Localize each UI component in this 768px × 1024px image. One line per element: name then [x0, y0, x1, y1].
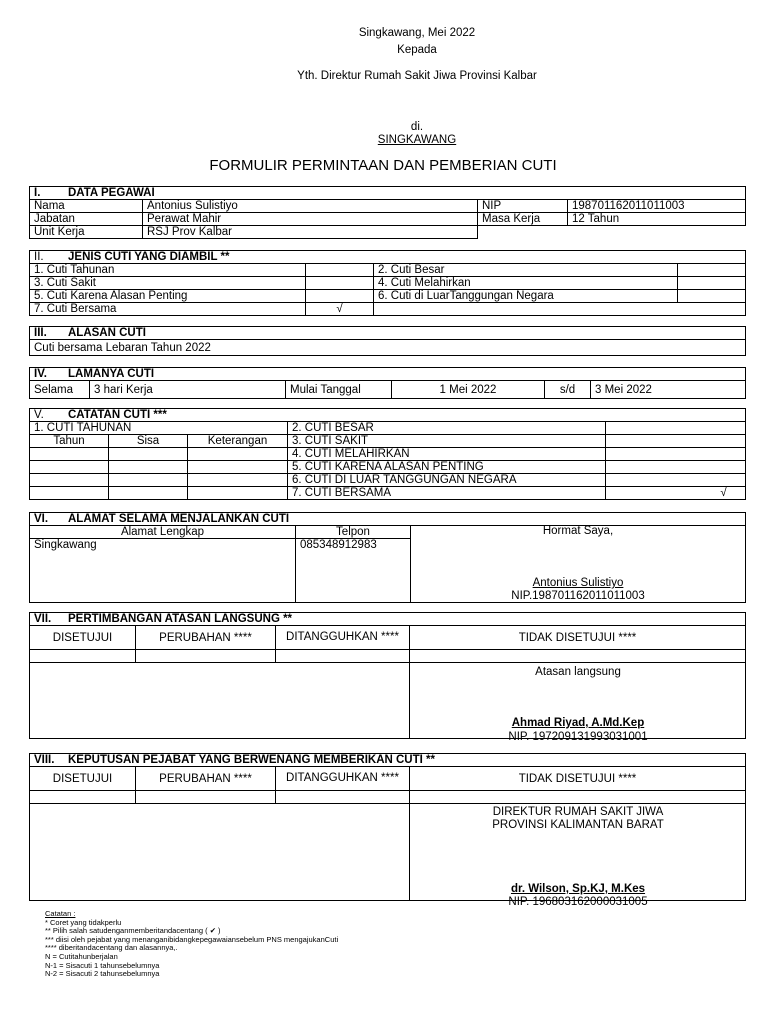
section-title: VI. ALAMAT SELAMA MENJALANKAN CUTI — [30, 513, 746, 526]
alamat-value: Singkawang — [30, 539, 296, 603]
section-alasan-cuti — [29, 326, 746, 356]
nama-value: Antonius Sulistiyo — [143, 200, 478, 213]
di-label: di. — [410, 121, 424, 133]
check-mark: √ — [606, 487, 746, 500]
section-data-pegawai — [29, 186, 746, 239]
cuti-check — [678, 290, 746, 303]
atasan-name: Ahmad Riyad, A.Md.Kep — [511, 717, 645, 729]
cuti-option: 5. Cuti Karena Alasan Penting — [30, 290, 306, 303]
section-title: VIII. KEPUTUSAN PEJABAT YANG BERWENANG MEMBERIKAN CUTI ** — [30, 754, 746, 767]
note-line: N-2 = Sisacuti 2 tahunsebelumnya — [45, 969, 160, 979]
cuti-check — [306, 277, 374, 290]
jabatan-value: Perawat Mahir — [143, 213, 478, 226]
opt-ditangguhkan: DITANGGUHKAN **** — [276, 767, 410, 791]
note-line: * Coret yang tidakperlu — [45, 917, 122, 927]
cuti-option: 6. Cuti di LuarTanggungan Negara — [374, 290, 678, 303]
cuti-check — [678, 277, 746, 290]
opt-tidak-disetujui: TIDAK DISETUJUI **** — [410, 626, 746, 650]
note-line: **** diberitandacentang dan alasannya,. — [45, 943, 178, 953]
place-date: Singkawang, Mei 2022 — [358, 27, 476, 39]
note-line: N = Cutitahunberjalan — [45, 951, 118, 961]
note-line: N-1 = Sisacuti 1 tahunsebelumnya — [45, 960, 160, 970]
masa-kerja-value: 12 Tahun — [568, 213, 746, 226]
note-line: ** Pilih salah satudenganmemberitandacentang ( ✔ ) — [45, 926, 221, 936]
city-label: SINGKAWANG — [377, 134, 457, 146]
nama-label: Nama — [30, 200, 143, 213]
selama-value: 3 hari Kerja — [90, 381, 286, 399]
section-lamanya-cuti — [29, 367, 746, 399]
atasan-label: Atasan langsung — [535, 666, 621, 678]
jabatan-label: Jabatan — [30, 213, 143, 226]
section-title: IV. LAMANYA CUTI — [30, 368, 746, 381]
opt-tidak-disetujui: TIDAK DISETUJUI **** — [410, 767, 746, 791]
masa-kerja-label: Masa Kerja — [478, 213, 568, 226]
section-jenis-cuti — [29, 250, 746, 316]
alamat-label: Alamat Lengkap — [30, 526, 296, 539]
selama-label: Selama — [30, 381, 90, 399]
hormat-saya: Hormat Saya, — [542, 525, 614, 537]
section-title: II. JENIS CUTI YANG DIAMBIL ** — [30, 251, 746, 264]
cuti-tahunan-label: 1. CUTI TAHUNAN — [30, 422, 288, 435]
opt-perubahan: PERUBAHAN **** — [136, 767, 276, 791]
pemohon-nip: NIP.198701162011011003 — [511, 590, 645, 602]
sd-label: s/d — [545, 381, 591, 399]
cuti-option: 3. Cuti Sakit — [30, 277, 306, 290]
cuti-check — [678, 264, 746, 277]
atasan-nip: NIP. 197209131993031001 — [508, 731, 648, 743]
form-title: FORMULIR PERMINTAAN DAN PEMBERIAN CUTI — [209, 157, 557, 174]
cuti-check — [306, 264, 374, 277]
notes — [45, 910, 338, 979]
cuti-option: 4. Cuti Melahirkan — [374, 277, 678, 290]
kepada-label: Kepada — [397, 44, 437, 56]
alasan-value: Cuti bersama Lebaran Tahun 2022 — [30, 340, 746, 356]
recipient-line: Yth. Direktur Rumah Sakit Jiwa Provinsi Kalbar — [297, 70, 537, 82]
section-title: V. CATATAN CUTI *** — [30, 409, 746, 422]
unit-label: Unit Kerja — [30, 226, 143, 239]
opt-disetujui: DISETUJUI — [30, 626, 136, 650]
catatan-item: 6. CUTI DI LUAR TANGGUNGAN NEGARA — [288, 474, 606, 487]
pejabat-line2: PROVINSI KALIMANTAN BARAT — [492, 819, 664, 831]
note-line: *** diisi oleh pejabat yang menanganibidangkepegawaiansebelum PNS mengajukanCuti — [45, 934, 339, 944]
catatan-item: 7. CUTI BERSAMA — [288, 487, 606, 500]
cuti-option: 1. Cuti Tahunan — [30, 264, 306, 277]
opt-perubahan: PERUBAHAN **** — [136, 626, 276, 650]
section-title: I. DATA PEGAWAI — [30, 187, 746, 200]
pemohon-name: Antonius Sulistiyo — [532, 577, 624, 589]
catatan-item: 5. CUTI KARENA ALASAN PENTING — [288, 461, 606, 474]
col-keterangan: Keterangan — [188, 435, 288, 448]
col-sisa: Sisa — [109, 435, 188, 448]
catatan-item: 4. CUTI MELAHIRKAN — [288, 448, 606, 461]
sampai-value: 3 Mei 2022 — [591, 381, 746, 399]
check-mark: √ — [306, 303, 374, 316]
mulai-value: 1 Mei 2022 — [392, 381, 545, 399]
pejabat-nip: NIP. 196803162000031005 — [508, 896, 648, 908]
section-catatan-cuti — [29, 408, 746, 500]
cuti-check — [306, 290, 374, 303]
mulai-label: Mulai Tanggal — [286, 381, 392, 399]
telpon-label: Telpon — [296, 526, 411, 539]
telpon-value: 085348912983 — [296, 539, 411, 603]
catatan-item: 2. CUTI BESAR — [288, 422, 606, 435]
nip-label: NIP — [478, 200, 568, 213]
opt-ditangguhkan: DITANGGUHKAN **** — [276, 626, 410, 650]
cuti-option: 7. Cuti Bersama — [30, 303, 306, 316]
unit-value: RSJ Prov Kalbar — [143, 226, 478, 239]
catatan-item: 3. CUTI SAKIT — [288, 435, 606, 448]
notes-title: Catatan : — [45, 909, 76, 918]
section-title: VII. PERTIMBANGAN ATASAN LANGSUNG ** — [30, 613, 746, 626]
col-tahun: Tahun — [30, 435, 109, 448]
opt-disetujui: DISETUJUI — [30, 767, 136, 791]
nip-value: 198701162011011003 — [568, 200, 746, 213]
cuti-option: 2. Cuti Besar — [374, 264, 678, 277]
pejabat-line1: DIREKTUR RUMAH SAKIT JIWA — [492, 806, 664, 818]
section-title: III. ALASAN CUTI — [30, 327, 746, 340]
pejabat-name: dr. Wilson, Sp.KJ, M.Kes — [510, 883, 646, 895]
